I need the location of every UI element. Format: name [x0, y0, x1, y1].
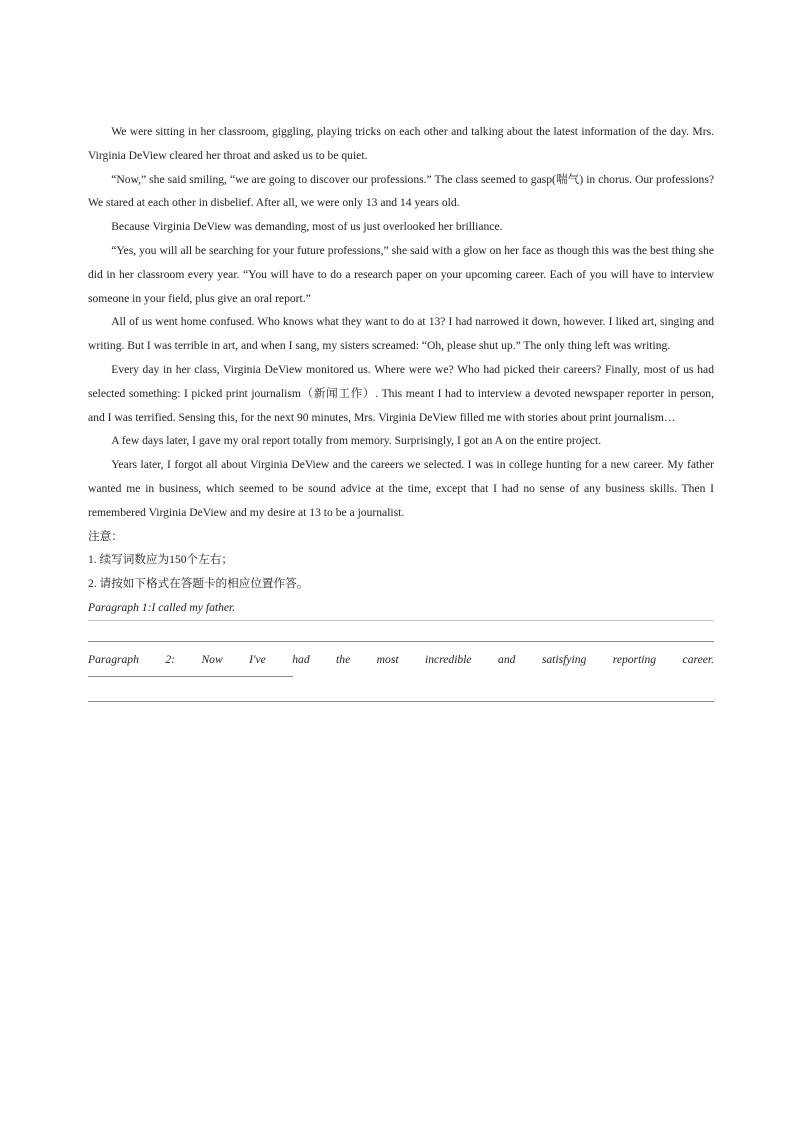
- prompt-word: most: [376, 652, 399, 666]
- story-paragraph-5: All of us went home confused. Who knows what they want to do at 13? I had narrowed it down, however. I liked art, singing and writing. But I was terrible in art, and when I sang, my sisters screamed: “Oh, please shut up.” The only thing left was writing.: [88, 315, 714, 353]
- prompt-word: career.: [682, 652, 714, 666]
- story-paragraph-8: Years later, I forgot all about Virginia DeView and the careers we selected. I was in college hunting for a new career. My father wanted me in business, which seemed to be sound advice at the time, except that I had no sense of any business skills. Then I remembered Virginia DeView and my desire at 13 to be a journalist.: [88, 458, 714, 519]
- prompt-word: the: [336, 652, 351, 666]
- note-item-1: 1. 续写词数应为150个左右；: [88, 553, 233, 567]
- story-paragraph-4: “Yes, you will all be searching for your future professions,” she said with a glow on her face as though this was the best thing she did in her classroom every year. “You will have to do a research paper on your upcoming career. Each of you will have to interview someone in your field, plus give an oral report.”: [88, 243, 714, 305]
- story-paragraph-7: A few days later, I gave my oral report totally from memory. Surprisingly, I got an A on the entire project.: [111, 434, 602, 448]
- prompt-word: and: [498, 652, 516, 666]
- prompt-word: satisfying: [541, 652, 587, 666]
- prompt-word: Now: [201, 652, 223, 666]
- prompt-word: had: [292, 652, 310, 666]
- paragraph-1-prompt: Paragraph 1:I called my father.: [88, 600, 236, 614]
- prompt-word: 2:: [165, 652, 175, 666]
- writing-line: [88, 701, 714, 702]
- note-item-2: 2. 请按如下格式在答题卡的相应位置作答。: [88, 577, 309, 591]
- prompt-word: Paragraph: [88, 652, 139, 666]
- writing-line: [88, 641, 714, 642]
- story-paragraph-2: “Now,” she said smiling, “we are going to discover our professions.” The class seemed to gasp(喘气) in chorus. Our professions? We stared at each other in disbelief. After all, we were only 13 and 14 years old.: [88, 172, 714, 210]
- writing-line: [88, 620, 714, 621]
- writing-line: [88, 676, 293, 677]
- story-paragraph-3: Because Virginia DeView was demanding, most of us just overlooked her brilliance.: [111, 220, 503, 234]
- prompt-word: reporting: [612, 652, 657, 666]
- prompt-word: I've: [249, 652, 266, 666]
- story-paragraph-6: Every day in her class, Virginia DeView monitored us. Where were we? Who had picked their careers? Finally, most of us had selected something: I picked print journalism（新闻工作）. This meant I had to interview a devoted newspaper reporter in person, and I was terrified. Sensing this, for the next 90 minutes, Mrs. Virginia DeView filled me with stories about print journalism…: [88, 362, 714, 424]
- notes-heading: 注意：: [88, 529, 123, 543]
- paragraph-2-prompt: [88, 648, 714, 672]
- document-page: [88, 120, 714, 702]
- story-paragraph-1: We were sitting in her classroom, giggling, playing tricks on each other and talking about the latest information of the day. Mrs. Virginia DeView cleared her throat and asked us to be quiet.: [88, 125, 714, 162]
- prompt-word: incredible: [425, 652, 472, 666]
